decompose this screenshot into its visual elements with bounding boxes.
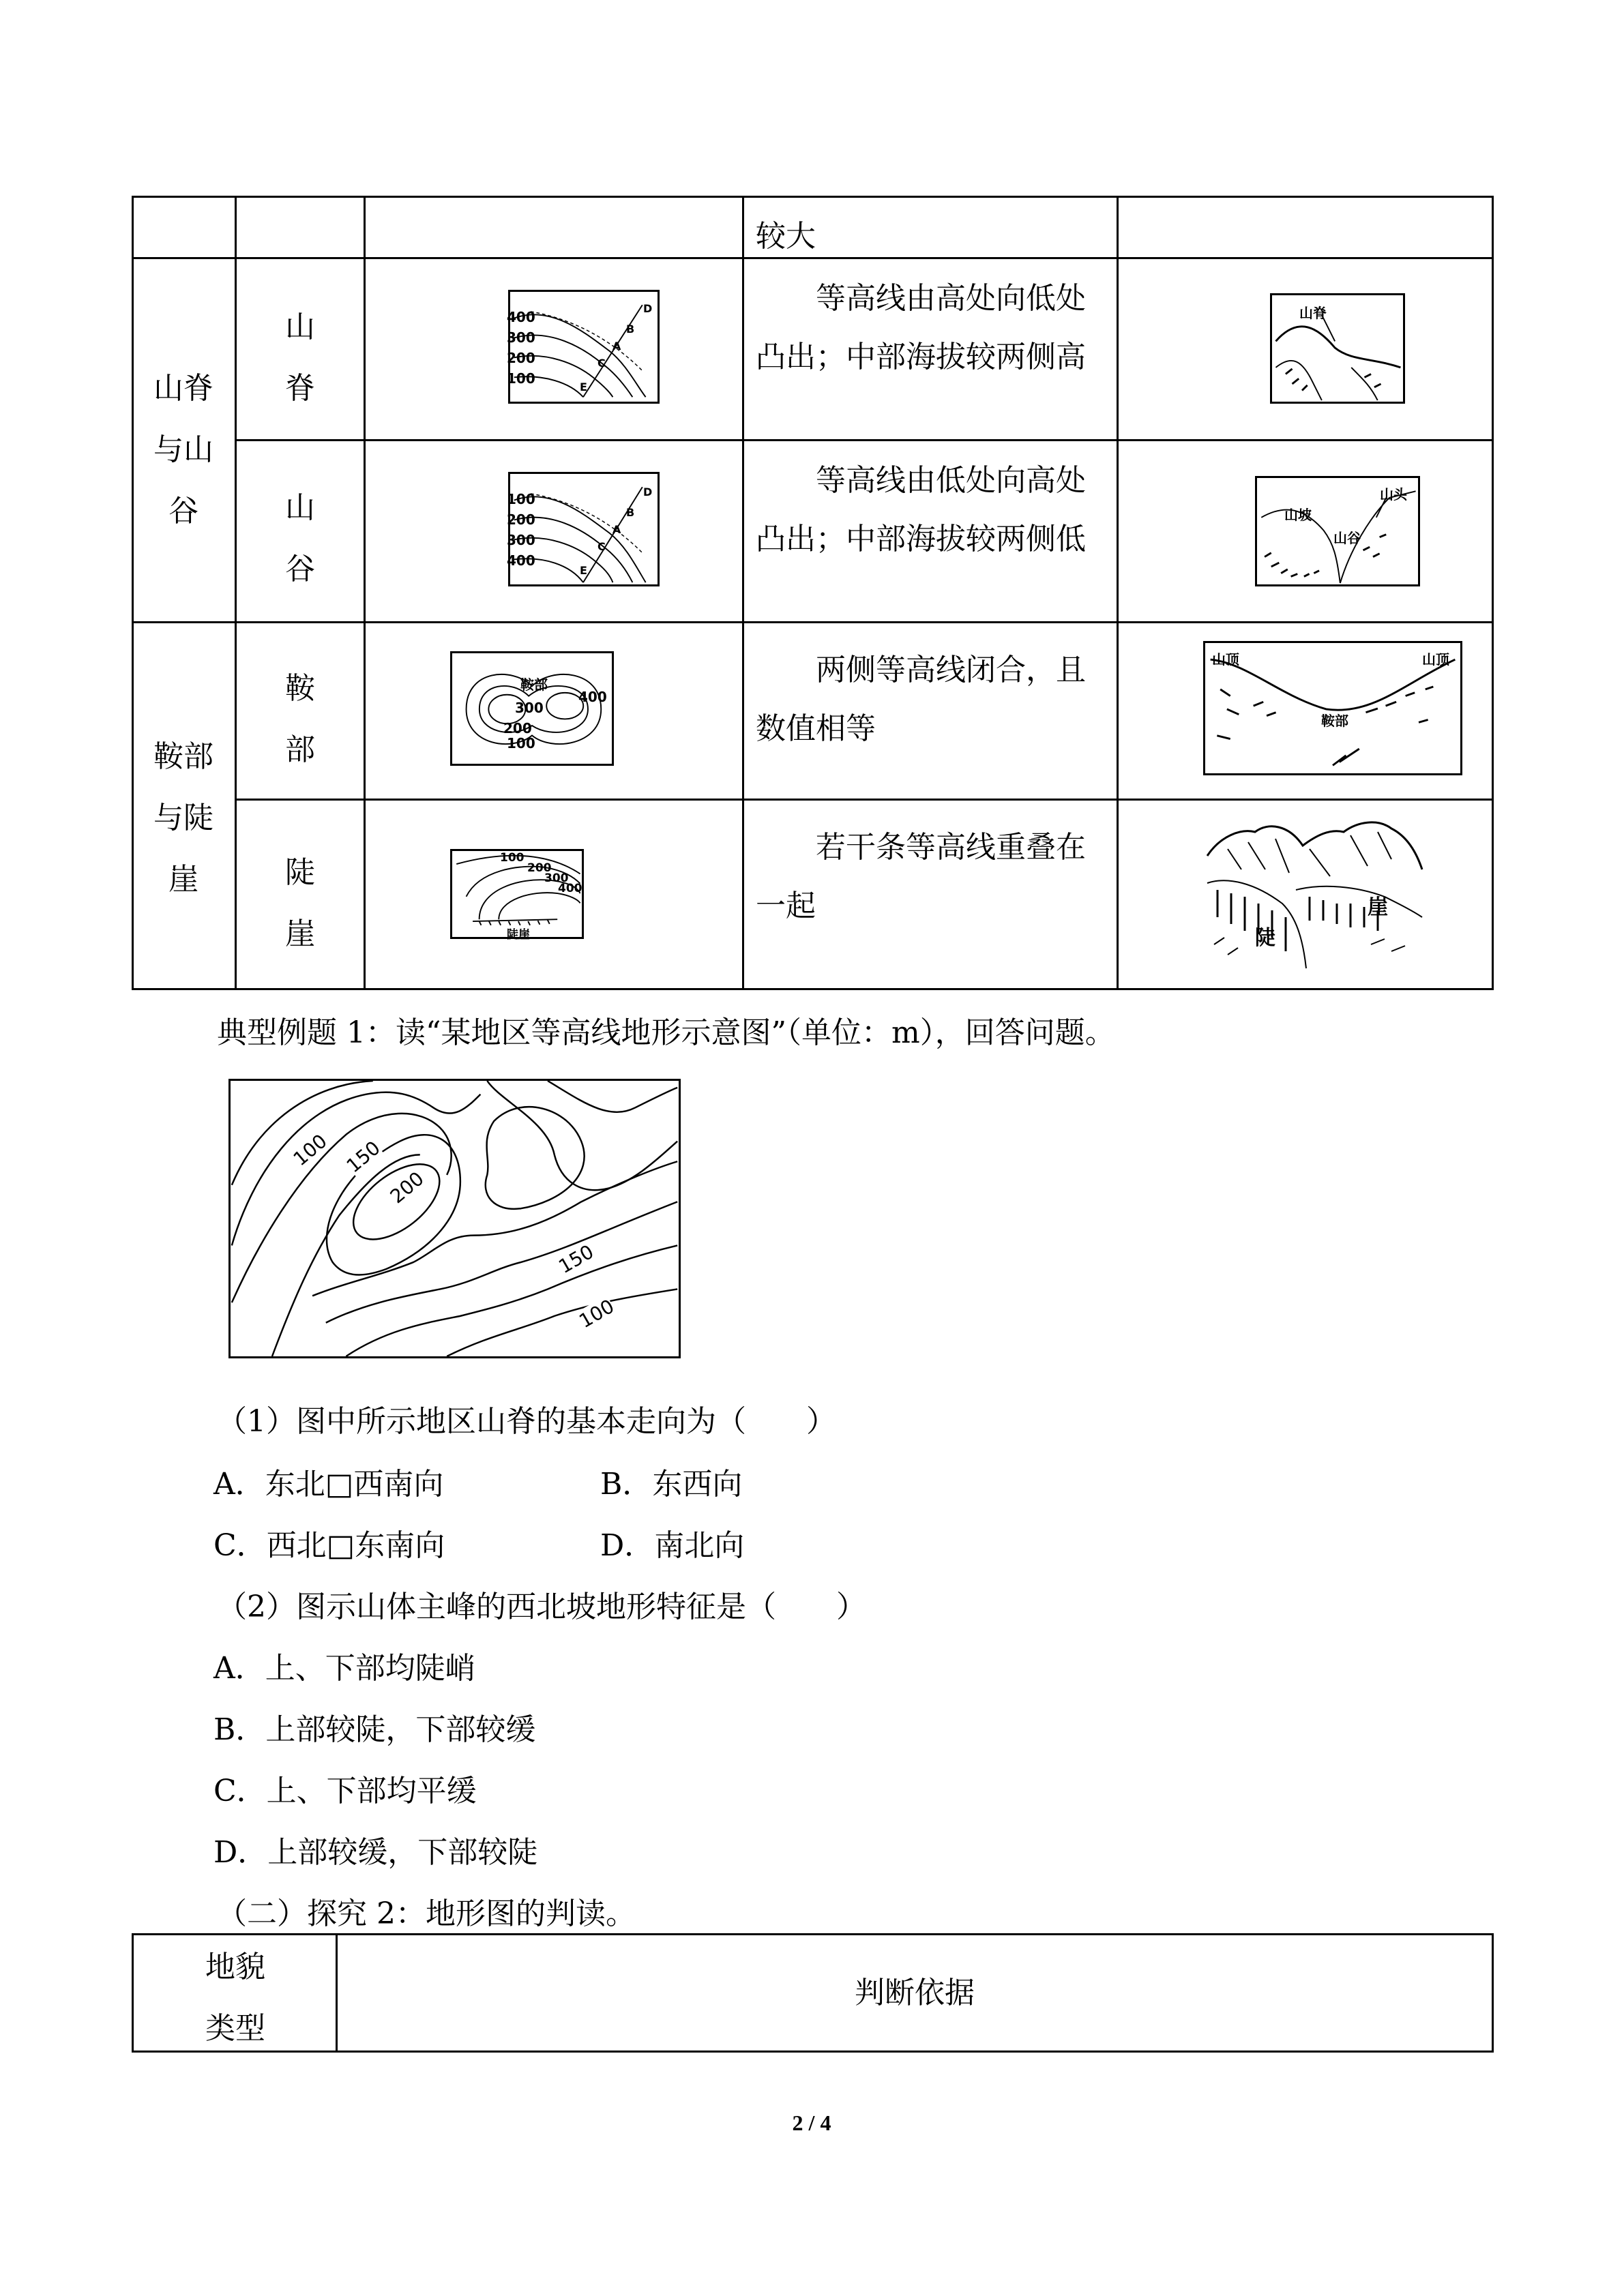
cliff-sketch: 陡 崖 <box>1200 808 1426 972</box>
valley-feature: 等高线由低处向高处凸出；中部海拔较两侧低 <box>756 463 1086 556</box>
q2-option-a: A．上、下部均陡峭 <box>213 1651 475 1686</box>
cliff-sketch-svg <box>1200 808 1426 972</box>
page-number: 2 / 4 <box>792 2111 831 2135</box>
cliff-name: 陡崖 <box>285 855 315 951</box>
saddle-sketch: 山顶 山顶 鞍部 <box>1203 641 1462 775</box>
q1-option-d: D．南北向 <box>600 1528 745 1563</box>
valley-contour-map: 100 200 300 400 E C A B D <box>508 472 660 586</box>
question-2: （2）图示山体主峰的西北坡地形特征是（ ） <box>217 1590 866 1624</box>
group-ridge-valley-label: 山脊与山谷 <box>153 371 213 528</box>
inquiry2-col2-header: 判断依据 <box>855 1976 975 2010</box>
q1-option-a: A．东北□西南向 <box>213 1467 444 1502</box>
example-contour-map: 100 150 200 150 100 <box>228 1079 681 1358</box>
ridge-feature: 等高线由高处向低处凸出；中部海拔较两侧高 <box>756 281 1086 374</box>
valley-sketch: 山坡 山头 山谷 <box>1255 476 1420 586</box>
cliff-contour-map: 100 200 300 400 陡崖 <box>450 849 584 939</box>
q2-option-c: C．上、下部均平缓 <box>213 1774 477 1808</box>
valley-name: 山谷 <box>285 490 315 586</box>
row0-feature-cont: 较大 <box>756 219 816 254</box>
saddle-name: 鞍部 <box>285 671 315 767</box>
example-title: 典型例题 1：读“某地区等高线地形示意图”（单位：m），回答问题。 <box>217 1015 1115 1050</box>
ridge-sketch: 山脊 <box>1270 293 1405 404</box>
inquiry2-heading: （二）探究 2：地形图的判读。 <box>217 1896 636 1931</box>
group-saddle-cliff-label: 鞍部与陡崖 <box>153 739 213 897</box>
q1-option-b: B．东西向 <box>600 1467 743 1502</box>
q2-option-b: B．上部较陡，下部较缓 <box>213 1712 536 1747</box>
q1-option-c: C．西北□东南向 <box>213 1528 445 1563</box>
cliff-feature: 若干条等高线重叠在一起 <box>756 830 1086 923</box>
inquiry2-col1-header: 地貌类型 <box>205 1950 265 2046</box>
saddle-contour-map: 鞍部 300 400 200 100 <box>450 651 614 766</box>
q2-option-d: D．上部较缓，下部较陡 <box>213 1835 538 1870</box>
ridge-contour-map: 400 300 200 100 E C A B D <box>508 290 660 404</box>
ridge-sketch-svg <box>1272 295 1403 402</box>
ridge-name: 山脊 <box>285 310 315 406</box>
question-1: （1）图中所示地区山脊的基本走向为（ ） <box>217 1404 836 1439</box>
saddle-feature: 两侧等高线闭合，且数值相等 <box>756 653 1086 746</box>
